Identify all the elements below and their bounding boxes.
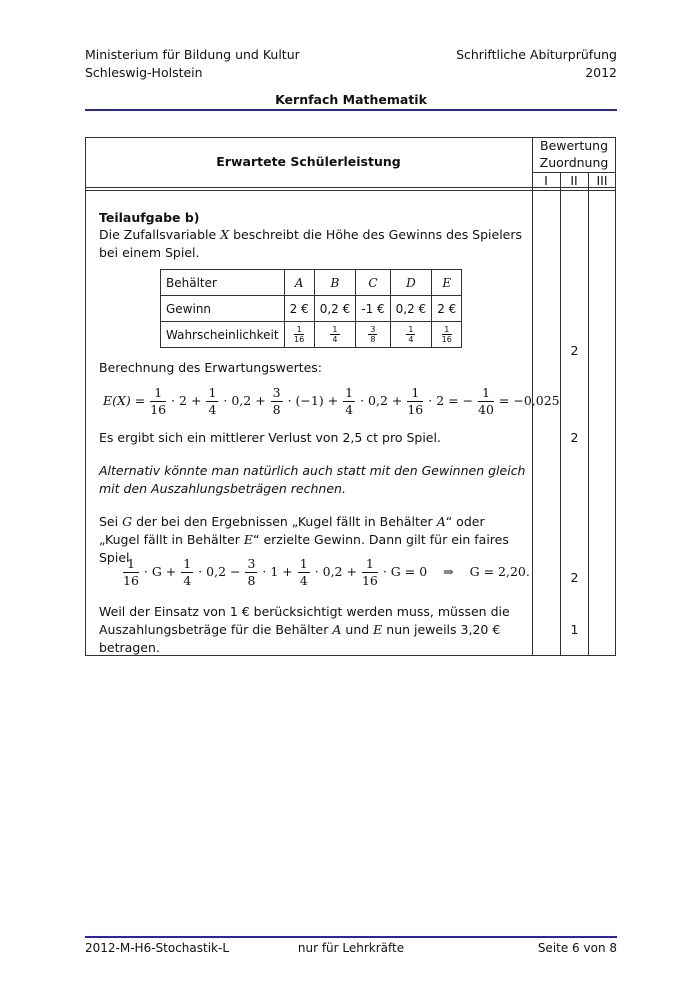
- table-row: [161, 296, 462, 322]
- numerator: 1: [208, 385, 217, 400]
- fraction: [206, 385, 218, 418]
- weil-paragraph: [99, 603, 529, 657]
- exam-name: Schriftliche Abiturprüfung: [456, 47, 617, 62]
- denominator: 8: [370, 335, 376, 344]
- math-var: E: [243, 532, 254, 547]
- table-cell: -1 €: [356, 296, 390, 322]
- formula-part: = −0,025: [498, 393, 560, 408]
- score-value: 2: [570, 430, 579, 445]
- table-cell: D: [390, 270, 432, 296]
- numerator: 1: [299, 556, 308, 571]
- implies-arrow: ⇒: [443, 564, 454, 579]
- numerator: 1: [123, 556, 139, 573]
- table-cell: [432, 322, 462, 348]
- fraction: [407, 385, 423, 418]
- denominator: 16: [150, 402, 167, 417]
- fraction: [362, 556, 378, 589]
- level-header: I: [544, 173, 548, 188]
- numerator: 1: [294, 325, 304, 335]
- formula-part: · 2 = −: [428, 393, 474, 408]
- table-cell: 2 €: [284, 296, 314, 322]
- text: Sei: [99, 514, 119, 529]
- denominator: 4: [208, 402, 217, 417]
- denominator: 16: [294, 335, 305, 344]
- text: Die Zufallsvariable: [99, 227, 217, 242]
- numerator: 1: [442, 325, 452, 335]
- numerator: 1: [150, 385, 166, 402]
- row-label: Wahrscheinlichkeit: [161, 322, 285, 348]
- math-var: G: [122, 514, 133, 529]
- denominator: 16: [441, 335, 452, 344]
- formula-part: · G = 0: [382, 564, 428, 579]
- formula-part: · 0,2 +: [360, 393, 403, 408]
- denominator: 8: [272, 402, 281, 417]
- denominator: 4: [299, 573, 308, 588]
- text: “ erzielte Gewinn. Dann gilt für ein faires Spiel: [99, 532, 509, 565]
- fraction: [343, 385, 355, 418]
- fair-game-formula: [122, 556, 530, 589]
- denominator: 40: [478, 402, 494, 417]
- column-header-bewertung: Bewertung: [540, 138, 608, 153]
- formula-part: · G +: [143, 564, 177, 579]
- table-cell: B: [314, 270, 356, 296]
- formula-part: E(X) =: [103, 393, 146, 408]
- score-value: 2: [570, 343, 579, 358]
- footer-audience: nur für Lehrkräfte: [297, 941, 405, 955]
- formula-part: · 0,2 +: [223, 393, 266, 408]
- footer-doc-id: 2012-M-H6-Stochastik-L: [85, 941, 230, 955]
- row-label: Behälter: [161, 270, 285, 296]
- task-intro: [99, 226, 529, 262]
- fraction: [294, 325, 304, 344]
- numerator: 1: [362, 556, 378, 573]
- table-cell: [356, 322, 390, 348]
- text: und: [345, 622, 370, 637]
- fraction: [298, 556, 310, 589]
- state-name: Schleswig-Holstein: [85, 65, 203, 80]
- formula-part: · 1 +: [262, 564, 293, 579]
- fraction: [406, 325, 415, 344]
- score-value: 1: [570, 622, 579, 637]
- column-divider: [588, 172, 589, 656]
- table-cell: E: [432, 270, 462, 296]
- fraction: [442, 325, 452, 344]
- score-value: 2: [570, 570, 579, 585]
- fraction: [150, 385, 166, 418]
- denominator: 4: [345, 402, 354, 417]
- numerator: 1: [478, 385, 494, 402]
- denominator: 4: [183, 573, 192, 588]
- fraction: [271, 385, 283, 418]
- math-var: E: [373, 622, 383, 637]
- fraction: [181, 556, 193, 589]
- table-cell: [390, 322, 432, 348]
- table-row: [161, 270, 462, 296]
- numerator: 1: [408, 325, 414, 334]
- container-table: [160, 269, 462, 348]
- denominator: 8: [247, 573, 256, 588]
- denominator: 16: [361, 573, 378, 588]
- numerator: 3: [370, 325, 376, 334]
- text: nun jeweils 3,20 € betragen.: [99, 622, 501, 655]
- denominator: 4: [332, 335, 338, 344]
- level-header: II: [570, 173, 578, 188]
- numerator: 3: [247, 556, 256, 571]
- fraction: [330, 325, 339, 344]
- formula-part: · (−1) +: [287, 393, 339, 408]
- denominator: 4: [408, 335, 414, 344]
- level-header: III: [596, 173, 608, 188]
- fraction: [368, 325, 377, 344]
- text: Weil der Einsatz von 1 € berücksichtigt werden muss, müssen die Auszahlungsbeträge für die Behälter: [99, 604, 510, 637]
- text: der bei den Ergebnissen „Kugel fällt in Behälter: [136, 514, 433, 529]
- verlust-text: Es ergibt sich ein mittlerer Verlust von 2,5 ct pro Spiel.: [99, 430, 441, 445]
- header-divider: [85, 109, 617, 111]
- numerator: 1: [332, 325, 338, 334]
- numerator: 1: [183, 556, 192, 571]
- table-cell: 0,2 €: [390, 296, 432, 322]
- table-cell: [284, 322, 314, 348]
- column-header-zuordnung: Zuordnung: [539, 155, 609, 170]
- formula-part: G = 2,20.: [469, 564, 530, 579]
- text: “ oder „Kugel fällt in Behälter: [99, 514, 485, 547]
- table-cell: [314, 322, 356, 348]
- row-divider: [85, 190, 616, 191]
- table-cell: 2 €: [432, 296, 462, 322]
- formula-part: · 0,2 +: [314, 564, 357, 579]
- math-var: X: [220, 227, 230, 242]
- numerator: 1: [407, 385, 423, 402]
- fraction: [123, 556, 139, 589]
- footer-divider: [85, 936, 617, 938]
- numerator: 3: [272, 385, 281, 400]
- exam-year: 2012: [585, 65, 617, 80]
- denominator: 16: [407, 402, 424, 417]
- row-label: Gewinn: [161, 296, 285, 322]
- table-cell: C: [356, 270, 390, 296]
- task-title: Teilaufgabe b): [99, 210, 200, 225]
- formula-part: · 0,2 −: [198, 564, 241, 579]
- math-var: A: [436, 514, 446, 529]
- footer-page-number: Seite 6 von 8: [537, 941, 617, 955]
- column-header-main: Erwartete Schülerleistung: [216, 154, 401, 169]
- text: beschreibt die Höhe des Gewinns des Spielers bei einem Spiel.: [99, 227, 523, 260]
- berechnung-text: Berechnung des Erwartungswertes:: [99, 360, 323, 375]
- expectation-formula: [103, 385, 560, 418]
- math-var: A: [332, 622, 342, 637]
- table-row: [161, 322, 462, 348]
- formula-part: · 2 +: [171, 393, 202, 408]
- denominator: 16: [123, 573, 139, 588]
- alternativ-text: Alternativ könnte man natürlich auch statt mit den Gewinnen gleich mit den Auszahlungsbeträgen rechnen.: [99, 463, 526, 496]
- subject-title: Kernfach Mathematik: [275, 92, 427, 107]
- fraction: [245, 556, 257, 589]
- ministry-name: Ministerium für Bildung und Kultur: [85, 47, 300, 62]
- table-cell: 0,2 €: [314, 296, 356, 322]
- table-cell: A: [284, 270, 314, 296]
- fraction: [478, 385, 494, 418]
- numerator: 1: [345, 385, 354, 400]
